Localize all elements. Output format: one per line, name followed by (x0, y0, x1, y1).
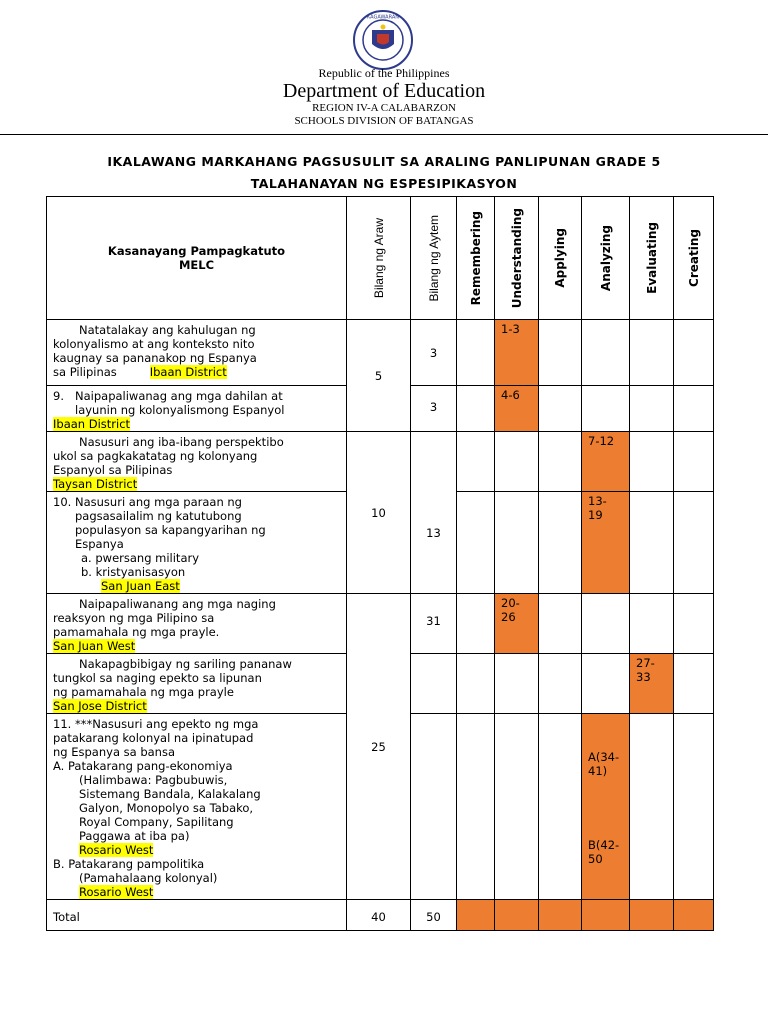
days-header-label: Bilang ng Araw (371, 217, 386, 299)
competency-text: layunin ng kolonyalismong Espanyol (75, 403, 285, 417)
understanding-header-label: Understanding (509, 207, 524, 309)
analyzing-cell (582, 492, 630, 594)
district-label: Rosario West (79, 885, 154, 899)
remembering-cell (457, 594, 495, 654)
total-items: 50 (411, 900, 457, 931)
understanding-cell (495, 714, 539, 900)
sub-item-a (53, 759, 342, 857)
district-label: Taysan District (53, 477, 138, 491)
competency-text: Nasusuri ang mga paraan ng (75, 495, 242, 509)
competency-cell (47, 320, 347, 386)
items-cell (411, 654, 457, 714)
items-cell: 3 (411, 386, 457, 432)
remembering-cell (457, 714, 495, 900)
understanding-cell: 1-3 (495, 320, 539, 386)
days-cell: 25 (347, 594, 411, 900)
competency-text: Natatalakay ang kahulugan ng (79, 323, 256, 337)
days-header (347, 197, 411, 320)
competency-header (47, 197, 347, 320)
remembering-header-label: Remembering (468, 210, 483, 306)
total-label: Total (47, 900, 347, 931)
creating-cell (674, 900, 714, 931)
evaluating-cell (630, 594, 674, 654)
item-number: 10. (53, 495, 72, 509)
header-divider (0, 134, 768, 135)
evaluating-cell (630, 320, 674, 386)
items-header (411, 197, 457, 320)
competency-text: ng pamamahala ng mga prayle (53, 685, 234, 699)
evaluating-cell (630, 386, 674, 432)
item-range: 26 (501, 610, 516, 624)
competency-text: Naipapaliwanang ang mga naging (79, 597, 276, 611)
competency-cell (47, 432, 347, 492)
sub-item-text: Paggawa at iba pa) (79, 829, 190, 843)
item-range: 20- (501, 596, 520, 610)
competency-text: Espanya (75, 537, 124, 551)
competency-text: kaugnay sa pananakop ng Espanya (53, 351, 257, 365)
competency-cell (47, 492, 347, 594)
competency-text: populasyon sa kapangyarihan ng (75, 523, 266, 537)
sub-item-text: Sistemang Bandala, Kalakalang (79, 787, 261, 801)
understanding-header (495, 197, 539, 320)
items-cell: 3 (411, 320, 457, 386)
sub-item: a. pwersang military (81, 551, 200, 565)
division-line: SCHOOLS DIVISION OF BATANGAS (294, 115, 474, 127)
evaluating-cell (630, 492, 674, 594)
competency-text: Nasusuri ang iba-ibang perspektibo (79, 435, 284, 449)
table-row (47, 594, 714, 654)
numbered-item (53, 495, 342, 593)
applying-cell (539, 386, 582, 432)
specification-table (46, 196, 714, 931)
sub-item-text: Royal Company, Sapilitang (79, 815, 234, 829)
item-range: 50 (588, 852, 603, 866)
creating-cell (674, 654, 714, 714)
analyzing-cell (582, 320, 630, 386)
remembering-header (457, 197, 495, 320)
analyzing-cell (582, 714, 630, 900)
item-range: B(42- (588, 838, 620, 852)
applying-cell (539, 654, 582, 714)
competency-text: tungkol sa naging epekto sa lipunan (53, 671, 262, 685)
competency-text: Nakapagbibigay ng sariling pananaw (79, 657, 292, 671)
competency-text: Espanyol sa Pilipinas (53, 463, 173, 477)
evaluating-cell (630, 654, 674, 714)
item-range: A(34- (588, 750, 620, 764)
creating-cell (674, 386, 714, 432)
district-label: San Jose District (53, 699, 147, 713)
competency-text: pagsasailalim ng katutubong (75, 509, 242, 523)
creating-cell (674, 714, 714, 900)
department-name: Department of Education (282, 80, 486, 102)
creating-header-label: Creating (686, 229, 701, 287)
sub-item: A. Patakarang pang-ekonomiya (53, 759, 233, 773)
item-body (75, 495, 342, 593)
competency-text: reaksyon ng mga Pilipino sa (53, 611, 215, 625)
understanding-cell (495, 900, 539, 931)
sub-item-text: (Pamahalaang kolonyal) (79, 871, 218, 885)
svg-text:KAGAWARAN: KAGAWARAN (366, 14, 400, 21)
applying-header-label: Applying (553, 228, 567, 288)
remembering-cell (457, 386, 495, 432)
exam-title: IKALAWANG MARKAHANG PAGSUSULIT SA ARALING PANLIPUNAN GRADE 5 (107, 154, 661, 169)
remembering-cell (457, 432, 495, 492)
competency-cell (47, 386, 347, 432)
items-cell: 13 (411, 432, 457, 594)
district-label: San Juan East (101, 579, 180, 593)
district-label: Rosario West (79, 843, 154, 857)
table-row (47, 320, 714, 386)
numbered-item (53, 717, 342, 731)
item-range: 13- (588, 494, 607, 508)
competency-cell (47, 654, 347, 714)
competency-text: ukol sa pagkakatatag ng kolonyang (53, 449, 258, 463)
competency-text: patakarang kolonyal na ipinatupad (53, 731, 254, 745)
competency-cell (47, 594, 347, 654)
sub-item-text: Galyon, Monopolyo sa Tabako, (79, 801, 254, 815)
remembering-cell (457, 320, 495, 386)
sub-item: B. Patakarang pampolitika (53, 857, 205, 871)
evaluating-header-label: Evaluating (644, 222, 659, 294)
applying-cell (539, 900, 582, 931)
total-row (47, 900, 714, 931)
total-days: 40 (347, 900, 411, 931)
creating-cell (674, 594, 714, 654)
evaluating-cell (630, 900, 674, 931)
remembering-cell (457, 654, 495, 714)
days-cell: 5 (347, 320, 411, 432)
applying-cell (539, 594, 582, 654)
creating-cell (674, 432, 714, 492)
applying-header (539, 197, 582, 320)
competency-text: kolonyalismo at ang konteksto nito (53, 337, 255, 351)
remembering-cell (457, 900, 495, 931)
evaluating-cell (630, 714, 674, 900)
region-line: REGION IV-A CALABARZON (312, 102, 456, 114)
understanding-cell (495, 492, 539, 594)
competency-header-line2: MELC (178, 258, 215, 272)
table-title: TALAHANAYAN NG ESPESIPIKASYON (250, 176, 518, 191)
creating-header (674, 197, 714, 320)
competency-text: ng Espanya sa bansa (53, 745, 176, 759)
applying-cell (539, 432, 582, 492)
items-header-label: Bilang ng Aytem (426, 214, 441, 302)
table-header-row (47, 197, 714, 320)
numbered-item (53, 389, 342, 417)
creating-cell (674, 492, 714, 594)
item-range: 27- (636, 656, 655, 670)
items-cell: 31 (411, 594, 457, 654)
analyzing-header-label: Analyzing (598, 224, 613, 292)
analyzing-cell (582, 654, 630, 714)
sub-item: b. kristyanisasyon (81, 565, 186, 579)
competency-text: ***Nasusuri ang epekto ng mga (75, 717, 259, 731)
applying-cell (539, 320, 582, 386)
competency-cell (47, 714, 347, 900)
district-label: Ibaan District (53, 417, 131, 431)
competency-text (53, 365, 342, 379)
item-number: 11. (53, 717, 72, 731)
understanding-cell (495, 594, 539, 654)
remembering-cell (457, 492, 495, 594)
days-cell: 10 (347, 432, 411, 594)
competency-text: pamamahala ng mga prayle. (53, 625, 220, 639)
understanding-cell (495, 432, 539, 492)
district-label: Ibaan District (149, 365, 227, 379)
republic-line: Republic of the Philippines (318, 66, 450, 80)
creating-cell (674, 320, 714, 386)
item-range: 33 (636, 670, 651, 684)
analyzing-cell (582, 594, 630, 654)
sub-item-b (53, 857, 342, 899)
item-body (75, 717, 342, 731)
applying-cell (539, 492, 582, 594)
item-range: 19 (588, 508, 603, 522)
understanding-cell (495, 654, 539, 714)
analyzing-cell (582, 386, 630, 432)
district-label: San Juan West (53, 639, 136, 653)
competency-text: Naipapaliwanag ang mga dahilan at (75, 389, 283, 403)
competency-header-line1: Kasanayang Pampagkatuto (107, 244, 286, 258)
item-number: 9. (53, 389, 64, 403)
item-range: 41) (588, 764, 608, 778)
evaluating-cell (630, 432, 674, 492)
analyzing-cell (582, 900, 630, 931)
understanding-cell: 4-6 (495, 386, 539, 432)
sub-item-text: (Halimbawa: Pagbubuwis, (79, 773, 228, 787)
evaluating-header (630, 197, 674, 320)
analyzing-cell: 7-12 (582, 432, 630, 492)
competency-text-end: sa Pilipinas (53, 365, 117, 379)
analyzing-header (582, 197, 630, 320)
items-cell (411, 714, 457, 900)
deped-seal-logo (348, 10, 418, 70)
table-row (47, 432, 714, 492)
item-body (75, 389, 342, 417)
applying-cell (539, 714, 582, 900)
